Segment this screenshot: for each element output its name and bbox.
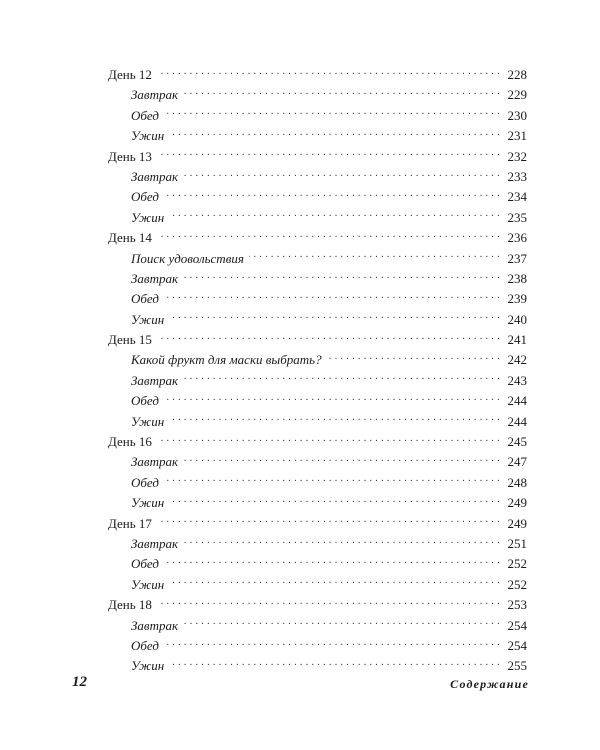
toc-entry-page-number: 228 <box>507 67 527 82</box>
toc-chapter-entry <box>108 330 527 350</box>
toc-entry-page-number: 249 <box>507 495 527 511</box>
toc-entry-label: Обед <box>131 637 159 653</box>
toc-entry-label: Обед <box>131 556 159 572</box>
toc-dot-leader <box>327 352 500 364</box>
toc-dot-leader <box>169 312 500 324</box>
toc-entry-label: Завтрак <box>131 535 179 551</box>
toc-chapter-entry <box>108 514 527 534</box>
toc-dot-leader <box>169 658 500 670</box>
toc-entry-page-number: 252 <box>507 576 527 592</box>
toc-section-entry <box>108 656 527 676</box>
toc-entry-page-number: 237 <box>507 250 527 266</box>
toc-entry-page-number: 241 <box>507 332 527 348</box>
toc-dot-leader <box>169 577 500 589</box>
toc-dot-leader <box>169 128 500 140</box>
toc-entry-page-number: 248 <box>507 474 527 490</box>
toc-entry-page-number: 251 <box>507 535 527 551</box>
toc-entry-page-number: 244 <box>507 413 527 429</box>
toc-entry-label: Завтрак <box>131 168 179 184</box>
toc-entry-label: Ужин <box>131 311 165 327</box>
toc-entry-page-number: 235 <box>507 209 527 225</box>
toc-section-entry <box>108 636 527 656</box>
toc-entry-label: Ужин <box>131 495 165 511</box>
toc-dot-leader <box>164 189 500 201</box>
toc-section-entry <box>108 554 527 574</box>
toc-section-entry <box>108 350 527 370</box>
toc-dot-leader <box>183 536 500 548</box>
toc-section-entry <box>108 187 527 207</box>
toc-entry-page-number: 230 <box>507 107 527 123</box>
toc-dot-leader <box>164 291 500 303</box>
toc-section-entry <box>108 534 527 554</box>
toc-dot-leader <box>157 67 500 79</box>
toc-entry-label: День 14 <box>108 230 152 246</box>
toc-section-entry <box>108 249 527 269</box>
toc-section-entry <box>108 452 527 472</box>
toc-entry-page-number: 247 <box>507 454 527 470</box>
toc-dot-leader <box>183 618 500 630</box>
toc-section-entry <box>108 269 527 289</box>
toc-dot-leader <box>157 516 500 528</box>
toc-dot-leader <box>169 210 500 222</box>
toc-entry-label: Поиск удовольствия <box>131 250 244 266</box>
toc-dot-leader <box>157 332 500 344</box>
toc-section-entry <box>108 167 527 187</box>
toc-entry-label: День 16 <box>108 434 152 450</box>
toc-dot-leader <box>249 251 500 263</box>
toc-chapter-entry <box>108 228 527 248</box>
toc-entry-label: Ужин <box>131 576 165 592</box>
toc-entry-label: Обед <box>131 189 159 205</box>
toc-entry-page-number: 240 <box>507 311 527 327</box>
toc-entry-page-number: 234 <box>507 189 527 205</box>
toc-entry-label: Обед <box>131 291 159 307</box>
toc-section-entry <box>108 616 527 636</box>
toc-section-entry <box>108 126 527 146</box>
toc-chapter-entry <box>108 147 527 167</box>
toc-entry-page-number: 236 <box>507 230 527 246</box>
toc-entry-page-number: 243 <box>507 372 527 388</box>
toc-dot-leader <box>183 87 500 99</box>
toc-entry-page-number: 232 <box>507 148 527 164</box>
toc-dot-leader <box>157 434 500 446</box>
toc-section-entry <box>108 371 527 391</box>
toc-dot-leader <box>183 169 500 181</box>
toc-dot-leader <box>157 149 500 161</box>
toc-dot-leader <box>169 414 500 426</box>
toc-chapter-entry <box>108 432 527 452</box>
toc-entry-page-number: 245 <box>507 434 527 450</box>
toc-entry-page-number: 253 <box>507 597 527 613</box>
toc-entry-label: День 15 <box>108 332 152 348</box>
toc-entry-page-number: 242 <box>507 352 527 368</box>
toc-dot-leader <box>164 108 500 120</box>
toc-entry-label: Ужин <box>131 413 165 429</box>
toc-section-entry <box>108 208 527 228</box>
toc-entry-page-number: 255 <box>507 658 527 674</box>
toc-entry-label: День 17 <box>108 515 152 531</box>
toc-section-entry <box>108 493 527 513</box>
toc-entry-page-number: 254 <box>507 617 527 633</box>
toc-entry-label: Обед <box>131 107 159 123</box>
toc-entry-page-number: 254 <box>507 637 527 653</box>
toc-entry-label: Завтрак <box>131 87 179 103</box>
toc-entry-label: Обед <box>131 474 159 490</box>
toc-dot-leader <box>164 393 500 405</box>
toc-section-entry <box>108 575 527 595</box>
footer-page-number: 12 <box>72 674 87 690</box>
toc-dot-leader <box>164 556 500 568</box>
toc-entry-label: День 12 <box>108 67 152 82</box>
toc-section-entry <box>108 85 527 105</box>
toc-entry-page-number: 229 <box>507 87 527 103</box>
toc-entry-page-number: 231 <box>507 128 527 144</box>
toc-section-entry <box>108 473 527 493</box>
toc-section-entry <box>108 310 527 330</box>
table-of-contents <box>108 65 527 677</box>
toc-dot-leader <box>183 454 500 466</box>
toc-chapter-entry <box>108 595 527 615</box>
toc-dot-leader <box>183 271 500 283</box>
toc-entry-label: Завтрак <box>131 270 179 286</box>
toc-entry-label: Завтрак <box>131 617 179 633</box>
toc-entry-page-number: 233 <box>507 168 527 184</box>
toc-entry-page-number: 244 <box>507 393 527 409</box>
toc-entry-label: Ужин <box>131 658 165 674</box>
toc-dot-leader <box>164 638 500 650</box>
toc-entry-label: День 13 <box>108 148 152 164</box>
toc-dot-leader <box>157 230 500 242</box>
toc-section-entry <box>108 106 527 126</box>
toc-section-entry <box>108 412 527 432</box>
toc-section-entry <box>108 289 527 309</box>
toc-dot-leader <box>169 495 500 507</box>
toc-entry-page-number: 239 <box>507 291 527 307</box>
toc-entry-page-number: 238 <box>507 270 527 286</box>
footer-section-title: Содержание <box>450 677 529 691</box>
toc-dot-leader <box>164 475 500 487</box>
toc-entry-label: Ужин <box>131 128 165 144</box>
toc-dot-leader <box>157 597 500 609</box>
toc-entry-label: Завтрак <box>131 372 179 388</box>
toc-entry-label: Ужин <box>131 209 165 225</box>
toc-section-entry <box>108 391 527 411</box>
toc-dot-leader <box>183 373 500 385</box>
toc-entry-label: Завтрак <box>131 454 179 470</box>
toc-entry-label: День 18 <box>108 597 152 613</box>
toc-entry-page-number: 252 <box>507 556 527 572</box>
toc-entry-label: Обед <box>131 393 159 409</box>
toc-entry-label: Какой фрукт для маски выбрать? <box>131 352 322 368</box>
toc-entry-page-number: 249 <box>507 515 527 531</box>
toc-chapter-entry <box>108 65 527 85</box>
